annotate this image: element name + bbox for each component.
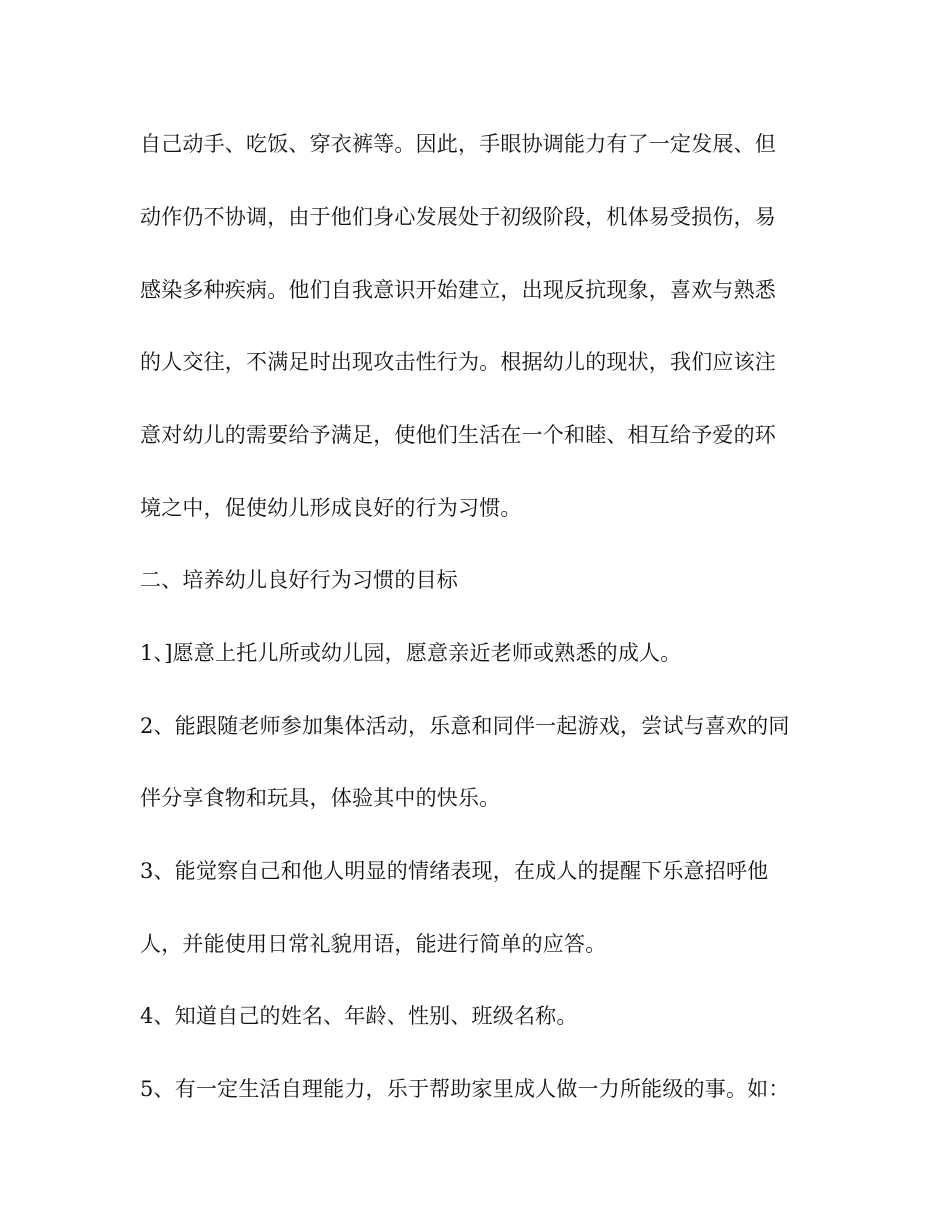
list-item-4: 4、知道自己的姓名、年龄、性别、班级名称。: [140, 1004, 578, 1028]
list-item-3: 3、能觉察自己和他人明显的情绪表现，在成人的提醒下乐意招呼他: [140, 859, 769, 883]
paragraph-line: 自己动手、吃饭、穿衣裤等。因此，手眼协调能力有了一定发展、但: [140, 132, 776, 156]
list-item-2: 2、能跟随老师参加集体活动，乐意和同伴一起游戏，尝试与喜欢的同: [140, 714, 790, 738]
list-item-2-continued: 伴分享食物和玩具，体验其中的快乐。: [140, 786, 501, 810]
list-item-5: 5、有一定生活自理能力，乐于帮助家里成人做一力所能级的事。如：: [140, 1077, 790, 1101]
section-heading: 二、培养幼儿良好行为习惯的目标: [140, 568, 458, 592]
paragraph-line: 动作仍不协调，由于他们身心发展处于初级阶段，机体易受损伤，易: [140, 205, 776, 229]
paragraph-line: 感染多种疾病。他们自我意识开始建立，出现反抗现象，喜欢与熟悉: [140, 278, 776, 302]
list-item-1: 1、]愿意上托儿所或幼儿园，愿意亲近老师或熟悉的成人。: [140, 641, 682, 665]
paragraph-line: 的人交往，不满足时出现攻击性行为。根据幼儿的现状，我们应该注: [140, 350, 776, 374]
paragraph-line: 境之中，促使幼儿形成良好的行为习惯。: [140, 496, 522, 520]
list-item-3-continued: 人，并能使用日常礼貌用语，能进行简单的应答。: [140, 932, 607, 956]
paragraph-line: 意对幼儿的需要给予满足，使他们生活在一个和睦、相互给予爱的环: [140, 423, 776, 447]
